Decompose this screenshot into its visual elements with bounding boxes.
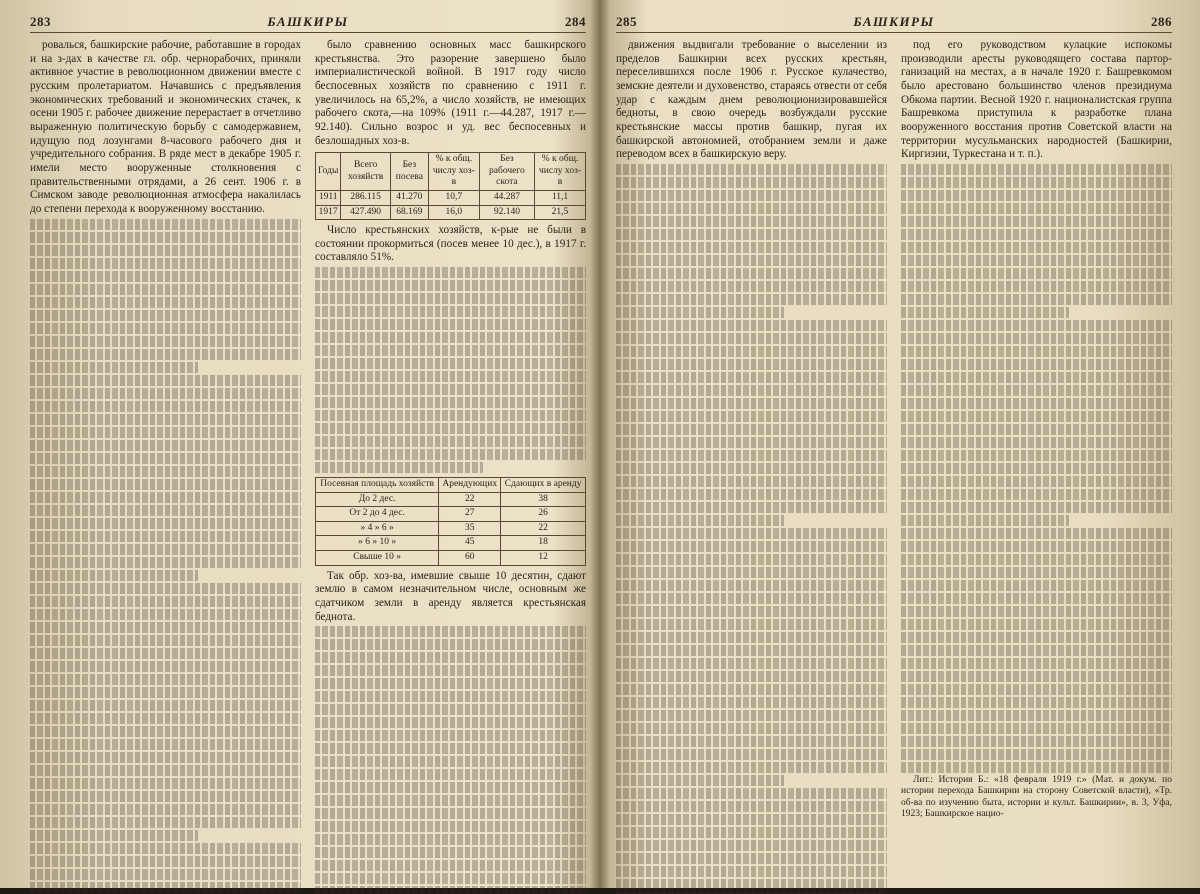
left-page-header bbox=[30, 14, 586, 33]
table-cell: 1911 bbox=[316, 190, 341, 205]
table-cell: 26 bbox=[501, 507, 586, 522]
table-cell: 22 bbox=[501, 521, 586, 536]
table-cell: 45 bbox=[439, 536, 501, 551]
table-row bbox=[316, 536, 586, 551]
text-block: движения выдвигали требование о выселении из пределов Башкирии всех русских крестьян, переселившихся после 1906 г. Русское кулачество, земские деятели и духовенство, стараясь отвести от себя удар с каждым днем революционизировавшейся бедноты, в свою очередь возбуждали русские крестьянские массы против башкир, пугая их башкирской автономией, отобранием земли и даже переводом всех в башкирскую веру. bbox=[616, 39, 887, 161]
left-column-2 bbox=[315, 39, 586, 894]
table-header: % к общ. числу хоз-в bbox=[428, 153, 479, 191]
table-cell: 16,0 bbox=[428, 205, 479, 220]
table-farms-1911-1917 bbox=[315, 152, 586, 220]
page-number-283: 283 bbox=[30, 14, 51, 29]
right-column-2 bbox=[901, 39, 1172, 894]
table-cell: 27 bbox=[439, 507, 501, 522]
table-cell: До 2 дес. bbox=[316, 492, 439, 507]
table-header: Всего хозяйств bbox=[341, 153, 391, 191]
table-cell: 427.490 bbox=[341, 205, 391, 220]
table-cell: 18 bbox=[501, 536, 586, 551]
table-cell: 11,1 bbox=[534, 190, 585, 205]
left-page bbox=[0, 0, 598, 888]
table-header: Годы bbox=[316, 153, 341, 191]
table-cell: 22 bbox=[439, 492, 501, 507]
table-row bbox=[316, 190, 586, 205]
text-block: под его руководством кулацкие испокомы производили аресты руководящего состава парторганизаций на местах, а в начале 1920 г. Башревкомом было арестовано большинство членов президиума Обкома партии. Весной 1920 г. националистская группа Башревкома приступила к разработке плана вооруженного восстания против Советской власти на территории мусульманских народностей (Башкирии, Киргизии, Туркестана и т. п.). bbox=[901, 39, 1172, 161]
table-cell: 41.270 bbox=[390, 190, 428, 205]
table-row bbox=[316, 492, 586, 507]
text-block: ровалься, башкирские рабочие, работавшие в городах и на з-дах в качестве гл. обр. чернорабочих, приняли активное участие в революционном движении вместе с русским пролетариатом. Начавшись с предъявления экономических требований и экономических стачек, к осени 1905 г. рабочее движение перерастает в отчетливо выраженную политическую борьбу с самодержавием, идущую под лозунгами 8-часового рабочего дня и учредительного собрания. В ряде мест в декабре 1905 г. имели место вооруженные столкновения с правительственными отрядами, а 26 сент. 1906 г. в Симском заводе революционная атмосфера накалилась до степени перехода к вооруженному восстанию. bbox=[30, 39, 301, 215]
page-number-285: 285 bbox=[616, 14, 637, 29]
table-cell: 68.169 bbox=[390, 205, 428, 220]
table-row bbox=[316, 507, 586, 522]
table-lease bbox=[315, 477, 586, 565]
table-header: Без посева bbox=[390, 153, 428, 191]
table-cell: 35 bbox=[439, 521, 501, 536]
left-column-1 bbox=[30, 39, 301, 894]
text-block: Так обр. хоз-ва, имевшие свыше 10 десятин, сдают землю в самом незначительном числе, основным же сдатчиком земли в аренду является крестьянская беднота. bbox=[315, 569, 586, 623]
table-cell: От 2 до 4 дес. bbox=[316, 507, 439, 522]
table-row bbox=[316, 521, 586, 536]
table-cell: Свыше 10 » bbox=[316, 551, 439, 566]
table-row bbox=[316, 551, 586, 566]
table-cell: 21,5 bbox=[534, 205, 585, 220]
table-header: Без рабочего скота bbox=[479, 153, 534, 191]
right-page bbox=[602, 0, 1200, 888]
text-block: Число крестьянских хозяйств, к-рые не были в состоянии прокормиться (посев менее 10 дес.), в 1917 г. составляло 51%. bbox=[315, 224, 586, 264]
table-cell: » 6 » 10 » bbox=[316, 536, 439, 551]
table-cell: 38 bbox=[501, 492, 586, 507]
text-block: было сравнению основных масс башкирского крестьянства. Это разорение завершено было империалистической войной. В 1917 году число беспосевных хозяйств по сравнению с 1911 г. увеличилось на 65,2%, а число хозяйств, не имеющих рабочего скота,—на 109% (1911 г.—44.287, 1917 г.—92.140). Сильно возрос и уд. вес беспосевных и безлошадных хоз-в. bbox=[315, 39, 586, 147]
table-cell: 12 bbox=[501, 551, 586, 566]
table-header: % к общ. числу хоз-в bbox=[534, 153, 585, 191]
table-cell: 286.115 bbox=[341, 190, 391, 205]
footnote: Лит.: История Б.: «18 февраля 1919 г.» (Мат. и докум. по истории перехода Башкирии на сторону Советской власти), «Тр. об-ва по изучению быта, истории и культ. Башкирии», в. 3, Уфа, 1923; Башкирское нацио- bbox=[901, 774, 1172, 820]
table-header: Посевная площадь хозяйств bbox=[316, 478, 439, 493]
table-row bbox=[316, 205, 586, 220]
right-column-1 bbox=[616, 39, 887, 894]
page-number-284: 284 bbox=[565, 14, 586, 29]
table-cell: 44.287 bbox=[479, 190, 534, 205]
table-header: Арендующих bbox=[439, 478, 501, 493]
table-cell: 1917 bbox=[316, 205, 341, 220]
table-cell: 10,7 bbox=[428, 190, 479, 205]
table-cell: 92.140 bbox=[479, 205, 534, 220]
table-cell: » 4 » 6 » bbox=[316, 521, 439, 536]
table-cell: 60 bbox=[439, 551, 501, 566]
right-page-header bbox=[616, 14, 1172, 33]
table-header: Сдающих в аренду bbox=[501, 478, 586, 493]
running-title-right: БАШКИРЫ bbox=[853, 14, 935, 29]
page-number-286: 286 bbox=[1151, 14, 1172, 29]
running-title-left: БАШКИРЫ bbox=[267, 14, 349, 29]
